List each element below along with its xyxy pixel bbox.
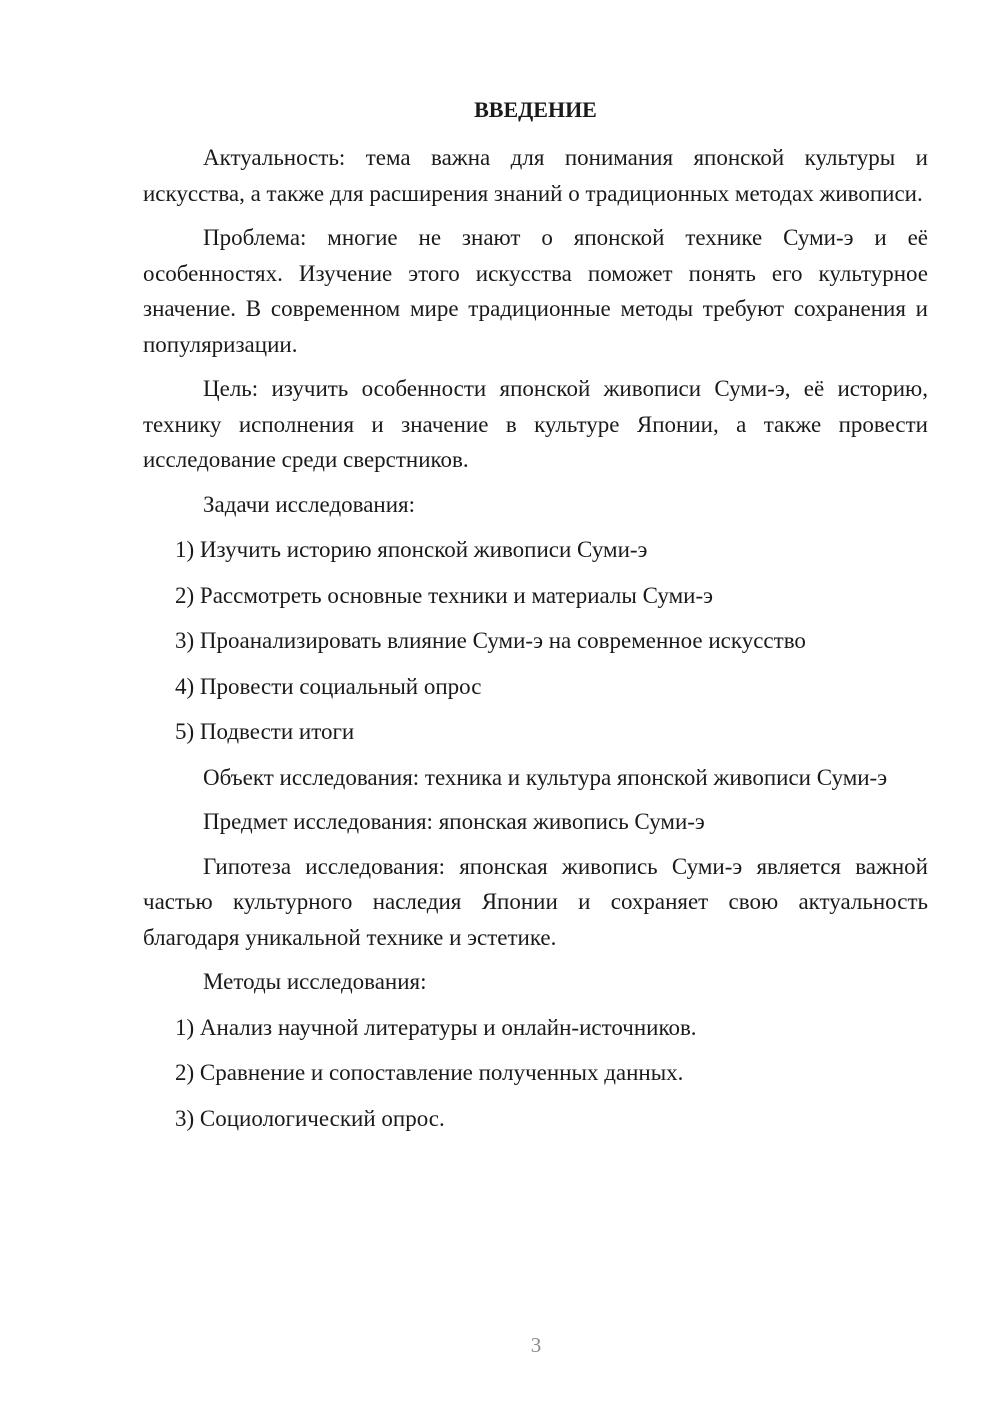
list-item: 4) Провести социальный опрос [175,673,482,699]
page-content [143,92,928,1146]
problem-paragraph: Проблема: многие не знают о японской технике Суми-э и её особенностях. Изучение этого искусства поможет понять его культурное значение. В современном мире традиционные методы требуют сохранения и популяризации. [143,225,928,357]
section-title: ВВЕДЕНИЕ [474,97,597,122]
methods-label: Методы исследования: [203,969,427,994]
object-paragraph: Объект исследования: техника и культура японской живописи Суми-э [203,764,888,790]
list-item: 5) Подвести итоги [175,719,355,744]
subject-paragraph: Предмет исследования: японская живопись Суми-э [203,809,705,834]
methods-list [143,1010,928,1137]
tasks-label: Задачи исследования: [203,491,416,517]
list-item: 3) Проанализировать влияние Суми-э на современное искусство [175,628,806,653]
list-item: 1) Анализ научной литературы и онлайн-источников. [175,1014,697,1040]
list-item: 2) Сравнение и сопоставление полученных данных. [175,1060,684,1085]
page-number: 3 [530,1333,542,1357]
relevance-paragraph: Актуальность: тема важна для понимания японской культуры и искусства, а также для расширения знаний о традиционных методах живописи. [143,145,928,206]
hypothesis-paragraph: Гипотеза исследования: японская живопись Суми-э является важной частью культурного наследия Японии и сохраняет свою актуальность благодаря уникальной технике и эстетике. [143,853,928,950]
list-item: 1) Изучить историю японской живописи Суми-э [175,537,648,562]
goal-paragraph: Цель: изучить особенности японской живописи Суми-э, её историю, технику исполнения и значение в культуре Японии, а также провести исследование среди сверстников. [143,376,928,472]
tasks-list [143,532,928,750]
list-item: 3) Социологический опрос. [175,1105,445,1131]
list-item: 2) Рассмотреть основные техники и материалы Суми-э [175,582,713,608]
